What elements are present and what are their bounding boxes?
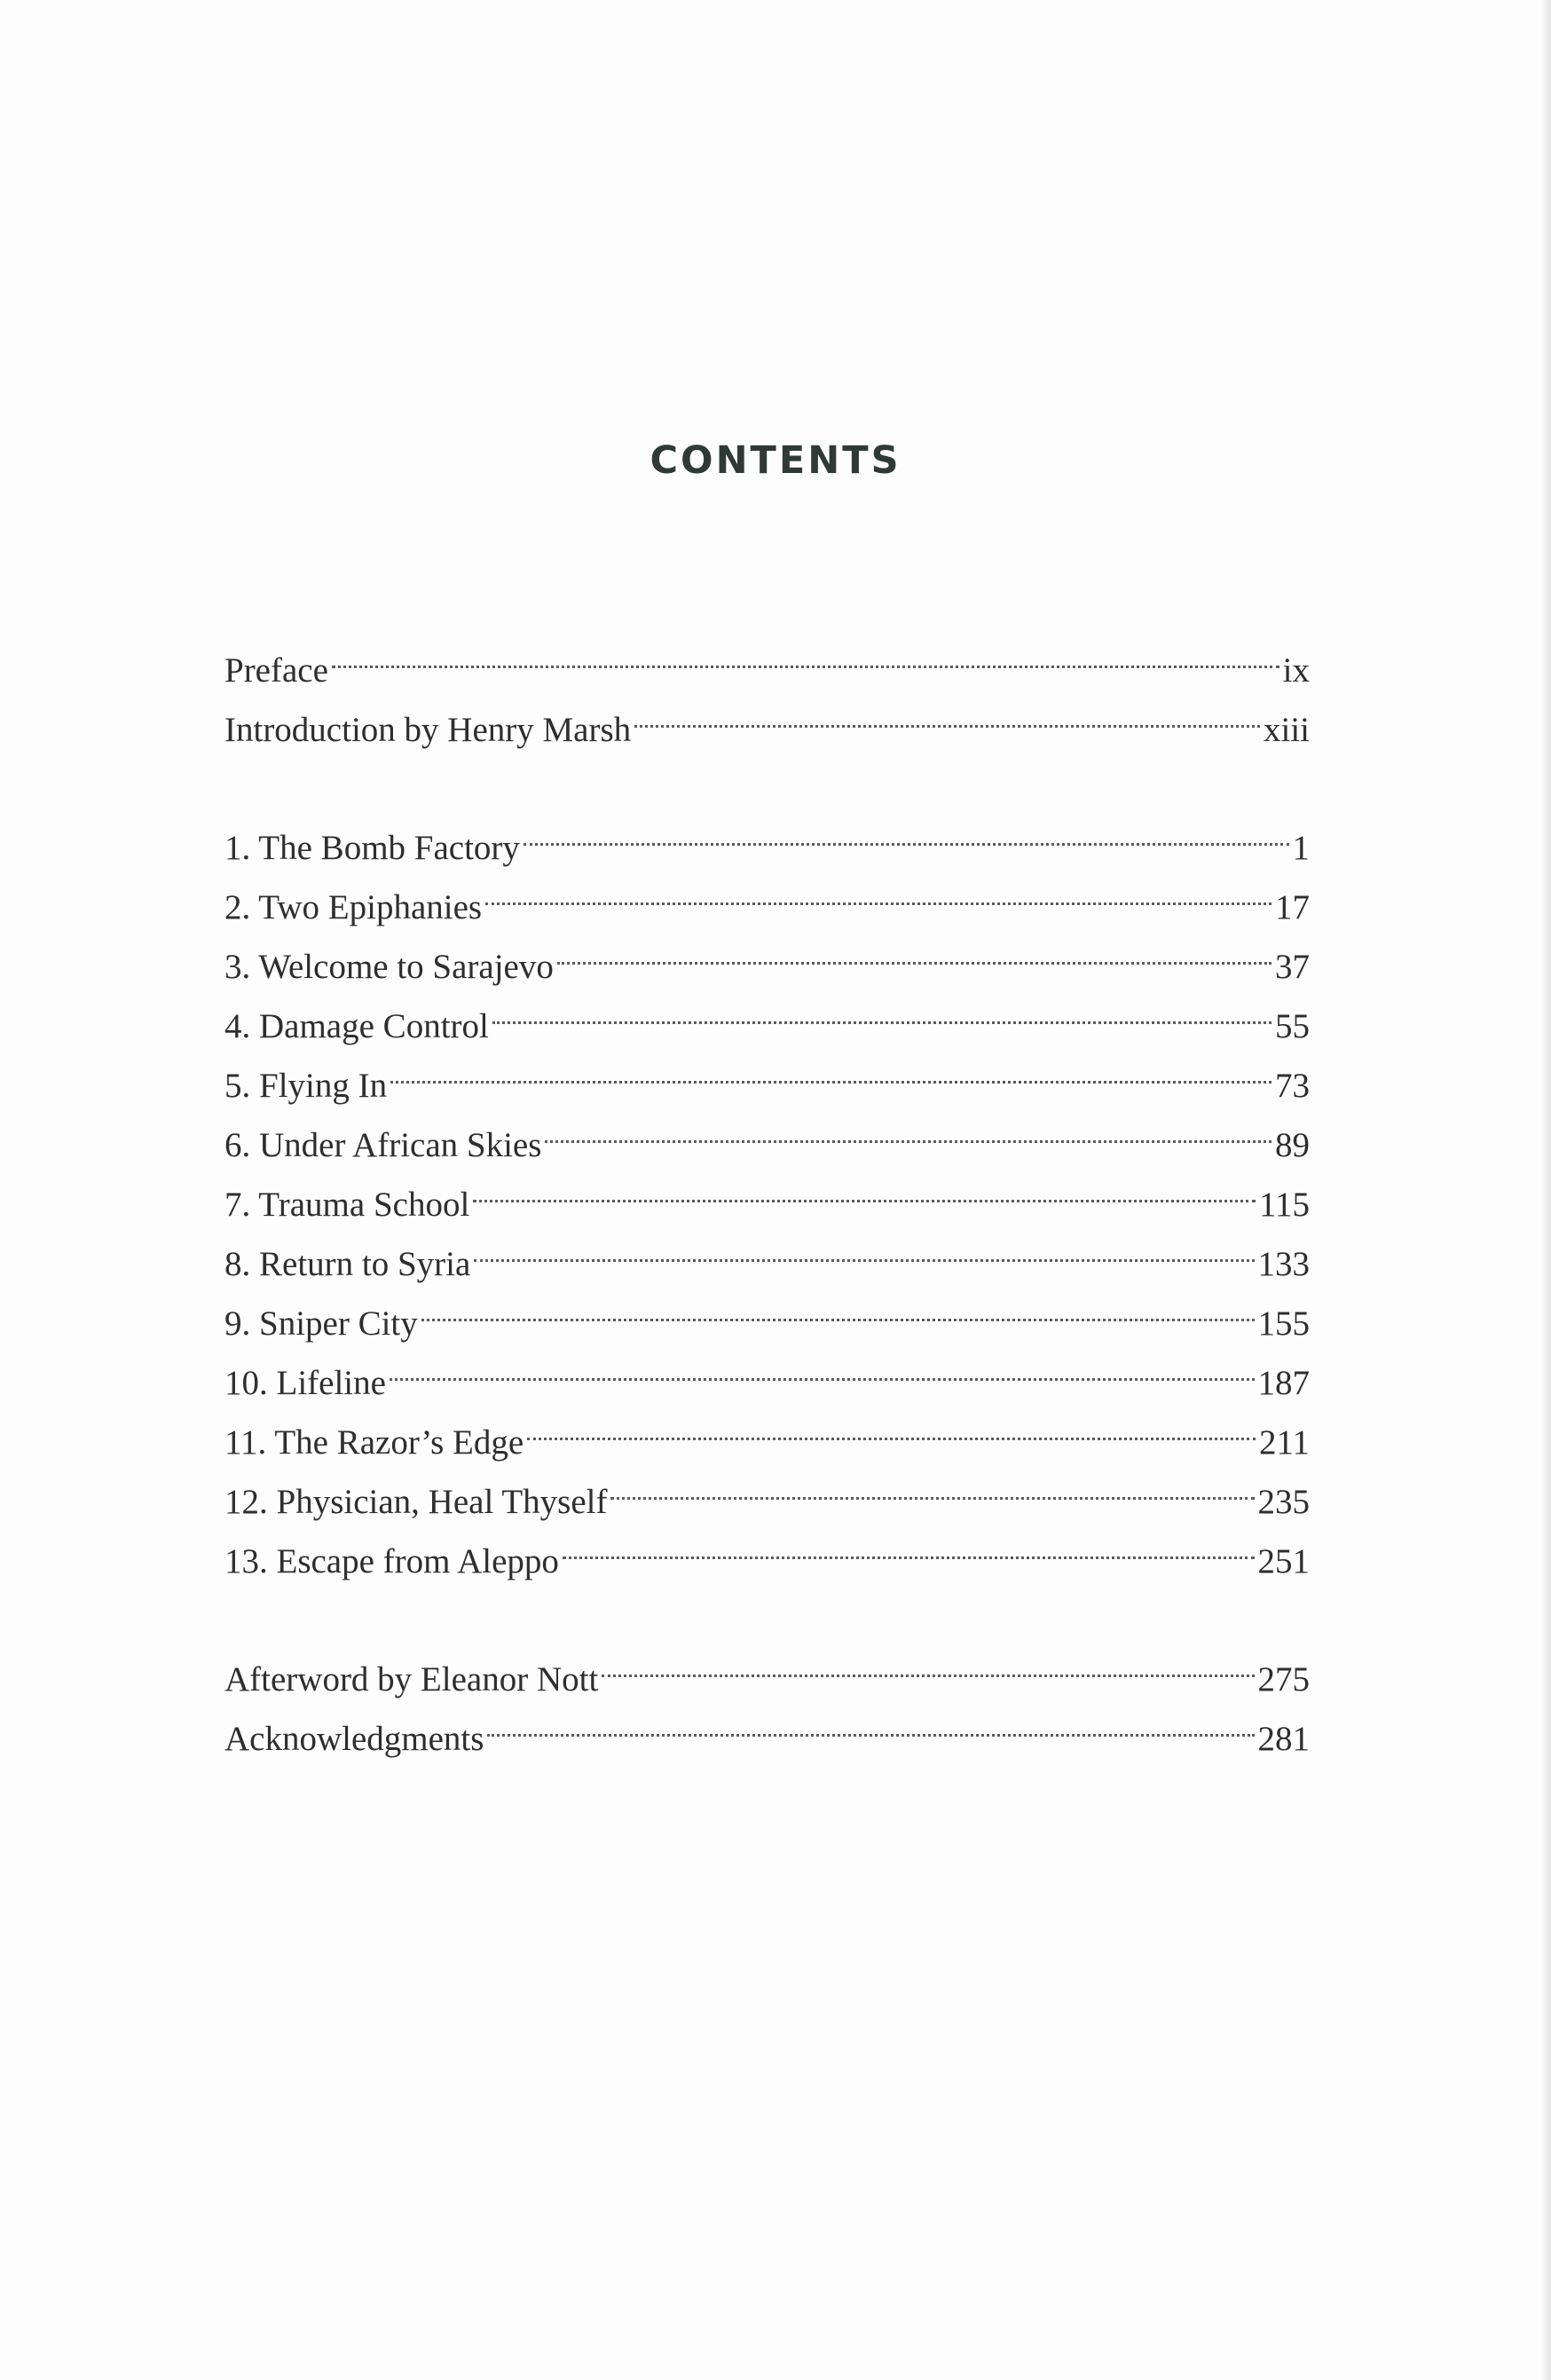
dot-leader	[390, 1344, 1255, 1394]
dot-leader	[610, 1463, 1254, 1513]
dot-leader	[527, 1404, 1256, 1454]
toc-entry-page: xiii	[1263, 711, 1310, 749]
toc-entry-page: 275	[1257, 1660, 1310, 1698]
toc-entry-chapter-5[interactable]	[224, 1047, 1310, 1105]
toc-entry-label: 9. Sniper City	[224, 1304, 418, 1343]
toc-entry-page: 1	[1292, 829, 1310, 867]
toc-entry-page: 133	[1257, 1245, 1310, 1283]
toc-entry-page: ix	[1282, 651, 1310, 690]
dot-leader	[602, 1641, 1254, 1690]
dot-leader	[332, 632, 1279, 682]
toc-entry-page: 155	[1257, 1304, 1310, 1343]
toc-entry-label: 5. Flying In	[224, 1067, 388, 1105]
toc-entry-chapter-8[interactable]	[224, 1225, 1310, 1283]
toc-entry-chapter-4[interactable]	[224, 988, 1310, 1045]
toc-entry-chapter-1[interactable]	[224, 809, 1310, 867]
toc-entry-page: 211	[1258, 1423, 1310, 1462]
toc-entry-label: 3. Welcome to Sarajevo	[224, 948, 554, 986]
toc-entry-chapter-9[interactable]	[224, 1285, 1310, 1343]
toc-entry-page: 281	[1257, 1720, 1310, 1758]
toc-entry-page: 115	[1258, 1186, 1310, 1224]
dot-leader	[563, 1523, 1255, 1572]
toc-entry-label: Preface	[224, 651, 328, 690]
toc-entry-acknowledgments[interactable]	[224, 1700, 1310, 1758]
dot-leader	[487, 1700, 1254, 1750]
toc-entry-label: 13. Escape from Aleppo	[224, 1542, 559, 1580]
toc-entry-chapter-10[interactable]	[224, 1344, 1310, 1402]
page-title: CONTENTS	[650, 438, 901, 483]
dot-leader	[545, 1107, 1272, 1156]
dot-leader	[474, 1225, 1254, 1275]
toc-entry-page: 235	[1257, 1483, 1310, 1521]
dot-leader	[421, 1285, 1255, 1335]
toc-entry-label: 11. The Razor’s Edge	[224, 1423, 524, 1462]
toc-entry-chapter-3[interactable]	[224, 928, 1310, 986]
toc-entry-introduction[interactable]	[224, 691, 1310, 749]
dot-leader	[634, 691, 1260, 741]
toc-entry-label: 7. Trauma School	[224, 1186, 470, 1224]
toc-entry-page: 251	[1257, 1542, 1310, 1580]
toc-entry-label: 1. The Bomb Factory	[224, 829, 520, 867]
toc-entry-chapter-2[interactable]	[224, 869, 1310, 926]
toc-entry-chapter-13[interactable]	[224, 1523, 1310, 1580]
dot-leader	[390, 1047, 1272, 1097]
toc-entry-page: 37	[1275, 948, 1310, 986]
toc-entry-chapter-11[interactable]	[224, 1404, 1310, 1462]
toc-entry-label: 2. Two Epiphanies	[224, 888, 483, 926]
toc-entry-label: 12. Physician, Heal Thyself	[224, 1483, 608, 1521]
toc-entry-label: 6. Under African Skies	[224, 1126, 542, 1164]
toc-entry-label: Introduction by Henry Marsh	[224, 711, 632, 749]
toc-entry-page: 89	[1275, 1126, 1310, 1164]
toc-entry-page: 17	[1275, 888, 1310, 926]
toc-entry-chapter-6[interactable]	[224, 1107, 1310, 1164]
dot-leader	[473, 1166, 1256, 1216]
dot-leader	[492, 988, 1272, 1037]
dot-leader	[485, 869, 1272, 918]
toc-entry-label: 10. Lifeline	[224, 1364, 386, 1402]
toc-entry-page: 55	[1275, 1007, 1310, 1045]
dot-leader	[557, 928, 1272, 978]
toc-entry-afterword[interactable]	[224, 1641, 1310, 1698]
dot-leader	[524, 809, 1289, 859]
toc-entry-label: 4. Damage Control	[224, 1007, 489, 1045]
toc-entry-label: 8. Return to Syria	[224, 1245, 471, 1283]
toc-entry-chapter-7[interactable]	[224, 1166, 1310, 1224]
toc-entry-label: Afterword by Eleanor Nott	[224, 1660, 599, 1698]
toc-entry-preface[interactable]	[224, 632, 1310, 690]
page-edge-shadow	[1540, 0, 1551, 2380]
toc-entry-page: 73	[1275, 1067, 1310, 1105]
toc-entry-label: Acknowledgments	[224, 1720, 484, 1758]
toc-entry-page: 187	[1257, 1364, 1310, 1402]
toc-entry-chapter-12[interactable]	[224, 1463, 1310, 1521]
